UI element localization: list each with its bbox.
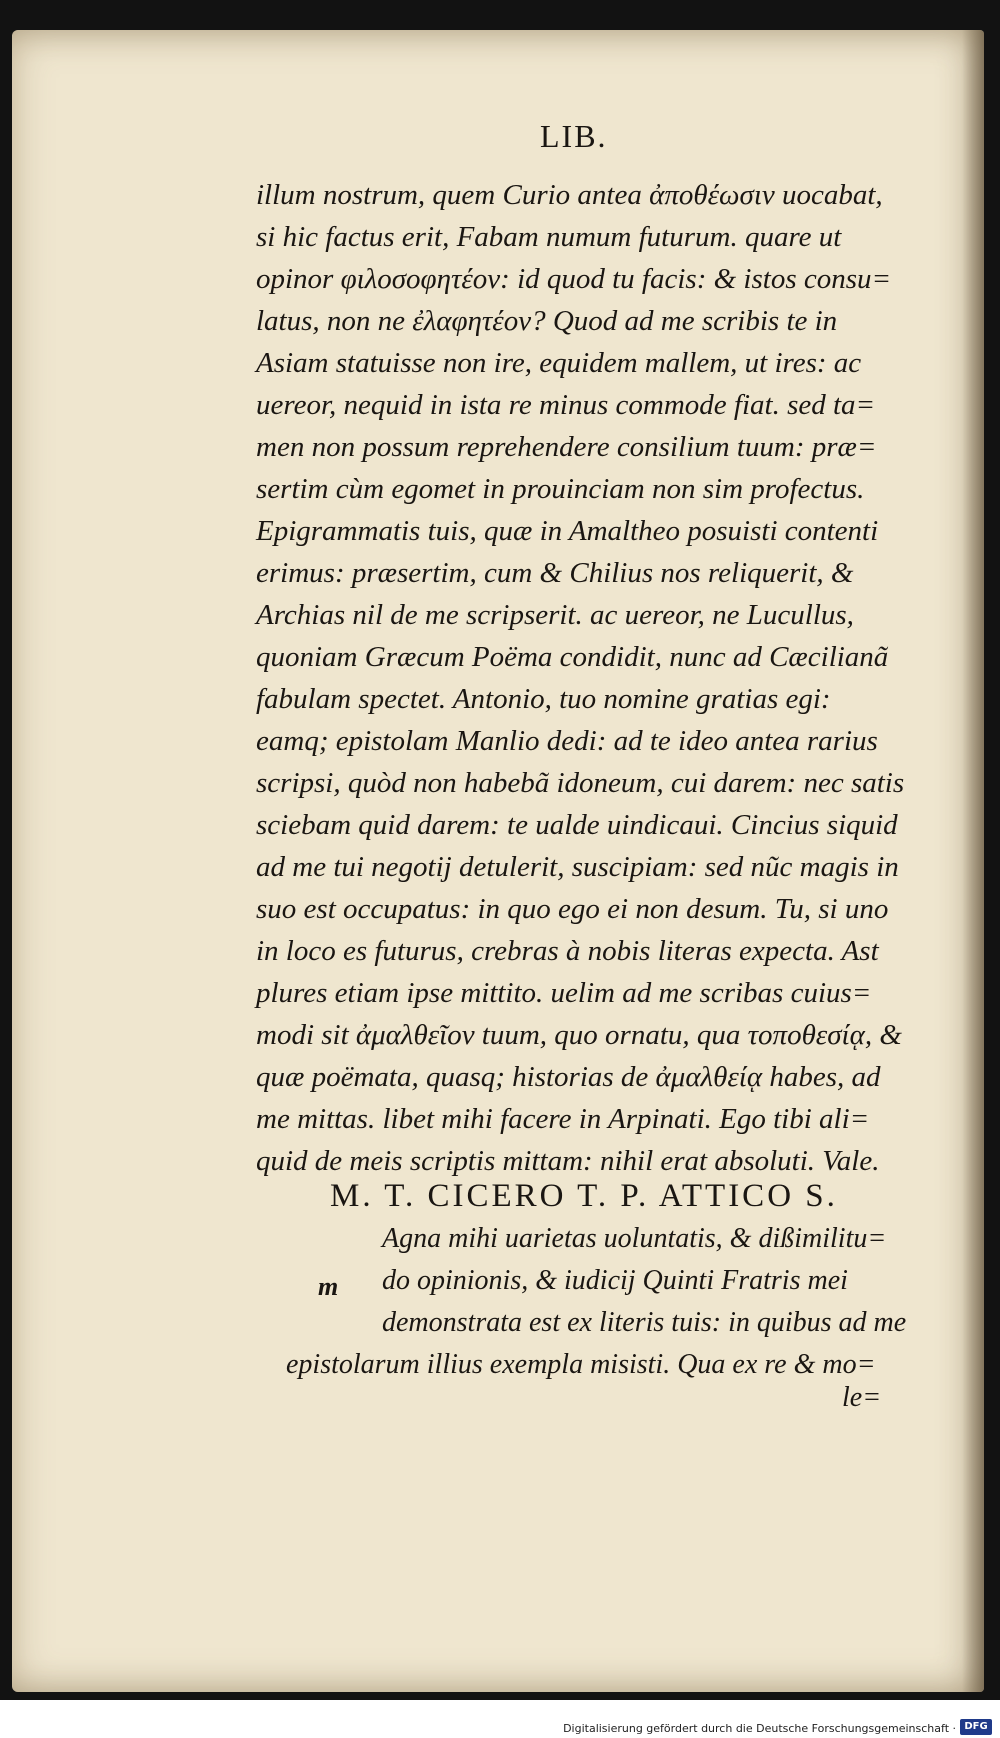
text-line: eamq; epistolam Manlio dedi: ad te ideo antea rarius bbox=[256, 725, 878, 757]
text-line: me mittas. libet mihi facere in Arpinati. Ego tibi ali= bbox=[256, 1103, 870, 1135]
text-line: Archias nil de me scripserit. ac uereor, ne Lucullus, bbox=[256, 599, 854, 631]
catchword: le= bbox=[842, 1382, 882, 1413]
dropcap-letter: m bbox=[318, 1272, 339, 1301]
text-line: modi sit ἀμαλθεῖον tuum, quo ornatu, qua τοποθεσίᾳ, & bbox=[256, 1019, 902, 1051]
text-line: opinor φιλοσοφητέον: id quod tu facis: & istos consu= bbox=[256, 263, 892, 295]
text-line: ad me tui negotij detulerit, suscipiam: sed nũc magis in bbox=[256, 851, 899, 883]
page-edge-shadow bbox=[962, 30, 984, 1692]
text-line: quoniam Græcum Poëma condidit, nunc ad Cæcilianã bbox=[256, 641, 889, 673]
text-line: uereor, nequid in ista re minus commode fiat. sed ta= bbox=[256, 389, 876, 421]
text-line: scripsi, quòd non habebã idoneum, cui darem: nec satis bbox=[256, 767, 905, 799]
letter-heading: M. T. CICERO T. P. ATTICO S. bbox=[330, 1178, 838, 1214]
text-line: Epigrammatis tuis, quæ in Amaltheo posuisti contenti bbox=[256, 515, 879, 547]
text-line: plures etiam ipse mittito. uelim ad me scribas cuius= bbox=[256, 977, 872, 1009]
letter-line: do opinionis, & iudicij Quinti Fratris mei bbox=[382, 1265, 848, 1296]
letter-line: demonstrata est ex literis tuis: in quibus ad me bbox=[382, 1307, 907, 1338]
text-line: suo est occupatus: in quo ego ei non desum. Tu, si uno bbox=[256, 893, 889, 925]
text-line: latus, non ne ἐλαφητέον? Quod ad me scribis te in bbox=[256, 305, 838, 337]
letter-line: Agna mihi uarietas uoluntatis, & dißimilitu= bbox=[382, 1223, 887, 1254]
text-line: quæ poëmata, quasq; historias de ἀμαλθείᾳ habes, ad bbox=[256, 1061, 881, 1093]
text-line: in loco es futurus, crebras à nobis literas expecta. Ast bbox=[256, 935, 879, 967]
text-line: si hic factus erit, Fabam numum futurum. quare ut bbox=[256, 221, 842, 253]
text-line: men non possum reprehendere consilium tuum: præ= bbox=[256, 431, 877, 463]
text-line: erimus: præsertim, cum & Chilius nos reliquerit, & bbox=[256, 557, 854, 589]
text-line: sertim cùm egomet in prouinciam non sim profectus. bbox=[256, 473, 865, 505]
dfg-logo: DFG bbox=[960, 1719, 992, 1735]
text-line: illum nostrum, quem Curio antea ἀποθέωσιν uocabat, bbox=[256, 179, 883, 211]
text-line: sciebam quid darem: te ualde uindicaui. Cincius siquid bbox=[256, 809, 898, 841]
text-line: Asiam statuisse non ire, equidem mallem, ut ires: ac bbox=[256, 347, 862, 379]
text-line: quid de meis scriptis mittam: nihil erat absoluti. Vale. bbox=[256, 1145, 880, 1177]
running-head: LIB. bbox=[540, 118, 608, 154]
footer-credit: Digitalisierung gefördert durch die Deutsche Forschungsgemeinschaft · bbox=[563, 1722, 956, 1735]
letter-line: epistolarum illius exempla misisti. Qua ex re & mo= bbox=[286, 1349, 876, 1380]
text-line: fabulam spectet. Antonio, tuo nomine gratias egi: bbox=[256, 683, 831, 715]
